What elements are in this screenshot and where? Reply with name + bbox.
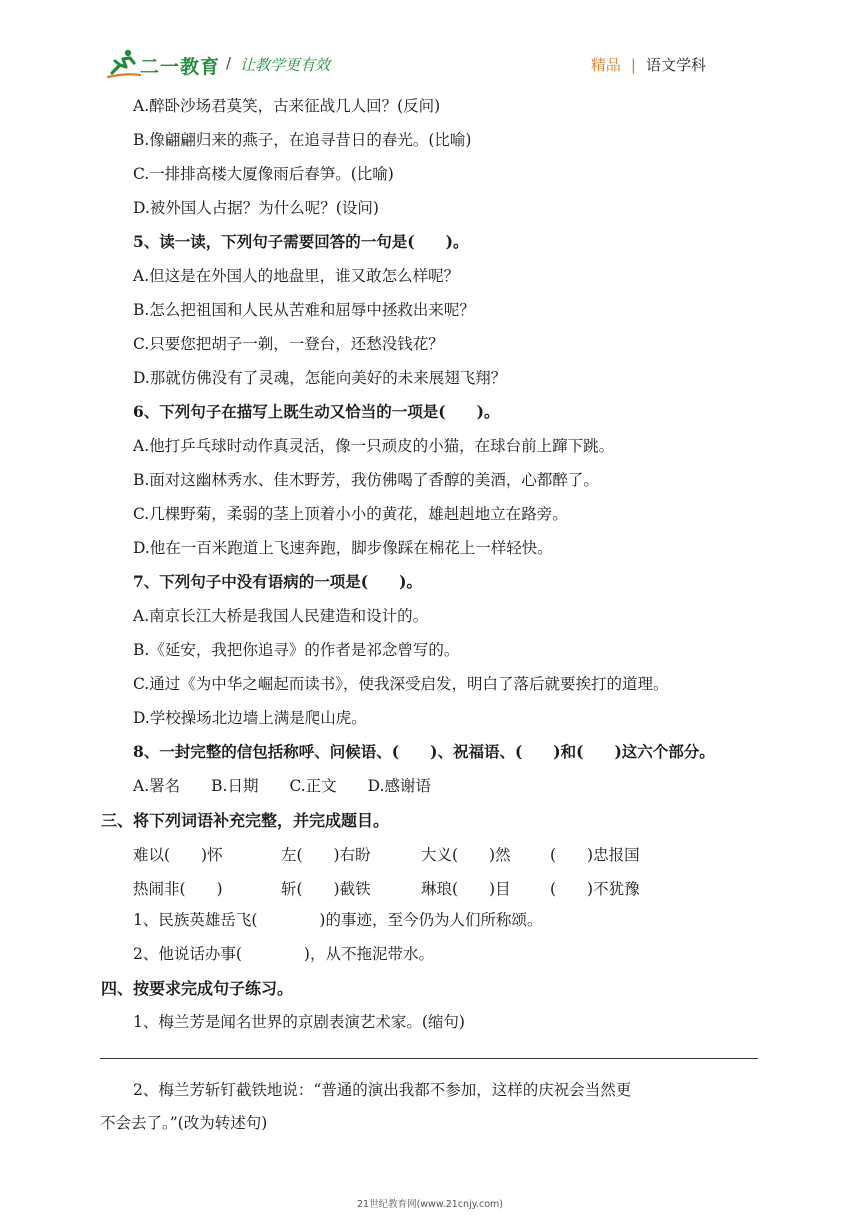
option-line: A.醉卧沙场君莫笑，古来征战几人回？(反问) <box>133 97 441 115</box>
brand-logo <box>106 45 228 81</box>
question-title: 5、读一读，下列句子需要回答的一句是( )。 <box>133 232 469 251</box>
runner-logo-icon <box>106 47 142 79</box>
exercise-question-continued: 不会去了。”(改为转述句) <box>100 1114 268 1132</box>
option-line: B.《延安，我把你追寻》的作者是祁念曾写的。 <box>133 641 460 659</box>
idiom-item: 大义( )然 <box>421 846 511 864</box>
section-title: 三、将下列词语补充完整，并完成题目。 <box>101 811 390 830</box>
subject-badge <box>591 54 706 75</box>
option-line: D.他在一百米跑道上飞速奔跑，脚步像踩在棉花上一样轻快。 <box>133 539 553 557</box>
logo-text: 二一教育 <box>140 56 221 78</box>
idiom-row <box>133 843 733 863</box>
quality-label: 精品 <box>590 56 621 74</box>
option-line: C.几棵野菊，柔弱的茎上顶着小小的黄花，雄赳赳地立在路旁。 <box>133 505 568 523</box>
question-title: 7、下列句子中没有语病的一项是( )。 <box>133 572 422 591</box>
option-line: D.那就仿佛没有了灵魂，怎能向美好的未来展翅飞翔？ <box>133 369 507 387</box>
subject-label: 语文学科 <box>645 56 706 74</box>
option-line: D.学校操场北边墙上满是爬山虎。 <box>133 709 367 727</box>
option-line: A.但这是在外国人的地盘里，谁又敢怎么样呢？ <box>133 267 460 285</box>
option-line: C.只要您把胡子一剃，一登台，还愁没钱花？ <box>133 335 444 353</box>
section-title: 四、按要求完成句子练习。 <box>101 979 294 998</box>
page-header <box>0 0 860 90</box>
badge-divider: | <box>630 56 636 74</box>
idiom-item: 斩( )截铁 <box>281 880 371 898</box>
idiom-item: 琳琅( )目 <box>421 880 511 898</box>
exercise-question: 1、梅兰芳是闻名世界的京剧表演艺术家。(缩句) <box>133 1013 465 1031</box>
option-line: A.他打乒乓球时动作真灵活，像一只顽皮的小猫，在球台前上蹿下跳。 <box>133 437 615 455</box>
idiom-item: ( )忠报国 <box>550 846 640 864</box>
option-line: B.像翩翩归来的燕子，在追寻昔日的春光。(比喻) <box>133 131 472 149</box>
idiom-item: ( )不犹豫 <box>550 880 640 898</box>
answer-line <box>100 1058 758 1059</box>
option-line: A.署名 B.日期 C.正文 D.感谢语 <box>133 777 431 795</box>
option-line: A.南京长江大桥是我国人民建造和设计的。 <box>133 607 429 625</box>
fill-question: 1、民族英雄岳飞( )的事迹，至今仍为人们所称颂。 <box>133 911 543 929</box>
question-title: 8、一封完整的信包括称呼、问候语、( )、祝福语、( )和( )这六个部分。 <box>133 742 715 761</box>
idiom-item: 难以( )怀 <box>133 846 223 864</box>
exercise-question: 2、梅兰芳斩钉截铁地说：“普通的演出我都不参加，这样的庆祝会当然更 <box>133 1081 632 1099</box>
option-line: D.被外国人占据？为什么呢？(设问) <box>133 199 379 217</box>
option-line: C.一排排高楼大厦像雨后春笋。(比喻) <box>133 165 394 183</box>
idiom-item: 热闹非( ) <box>133 880 223 898</box>
fill-question: 2、他说话办事( )，从不拖泥带水。 <box>133 945 434 963</box>
header-separator: / <box>226 54 232 72</box>
question-title: 6、下列句子在描写上既生动又恰当的一项是( )。 <box>133 402 500 421</box>
idiom-row <box>133 877 733 897</box>
option-line: C.通过《为中华之崛起而读书》，使我深受启发，明白了落后就要挨打的道理。 <box>133 675 669 693</box>
option-line: B.面对这幽林秀水、佳木野芳，我仿佛喝了香醇的美酒，心都醉了。 <box>133 471 599 489</box>
option-line: B.怎么把祖国和人民从苦难和屈辱中拯救出来呢？ <box>133 301 475 319</box>
idiom-item: 左( )右盼 <box>281 846 371 864</box>
page-footer: 21世纪教育网(www.21cnjy.com) <box>356 1199 503 1210</box>
header-slogan: 让教学更有效 <box>240 56 331 74</box>
